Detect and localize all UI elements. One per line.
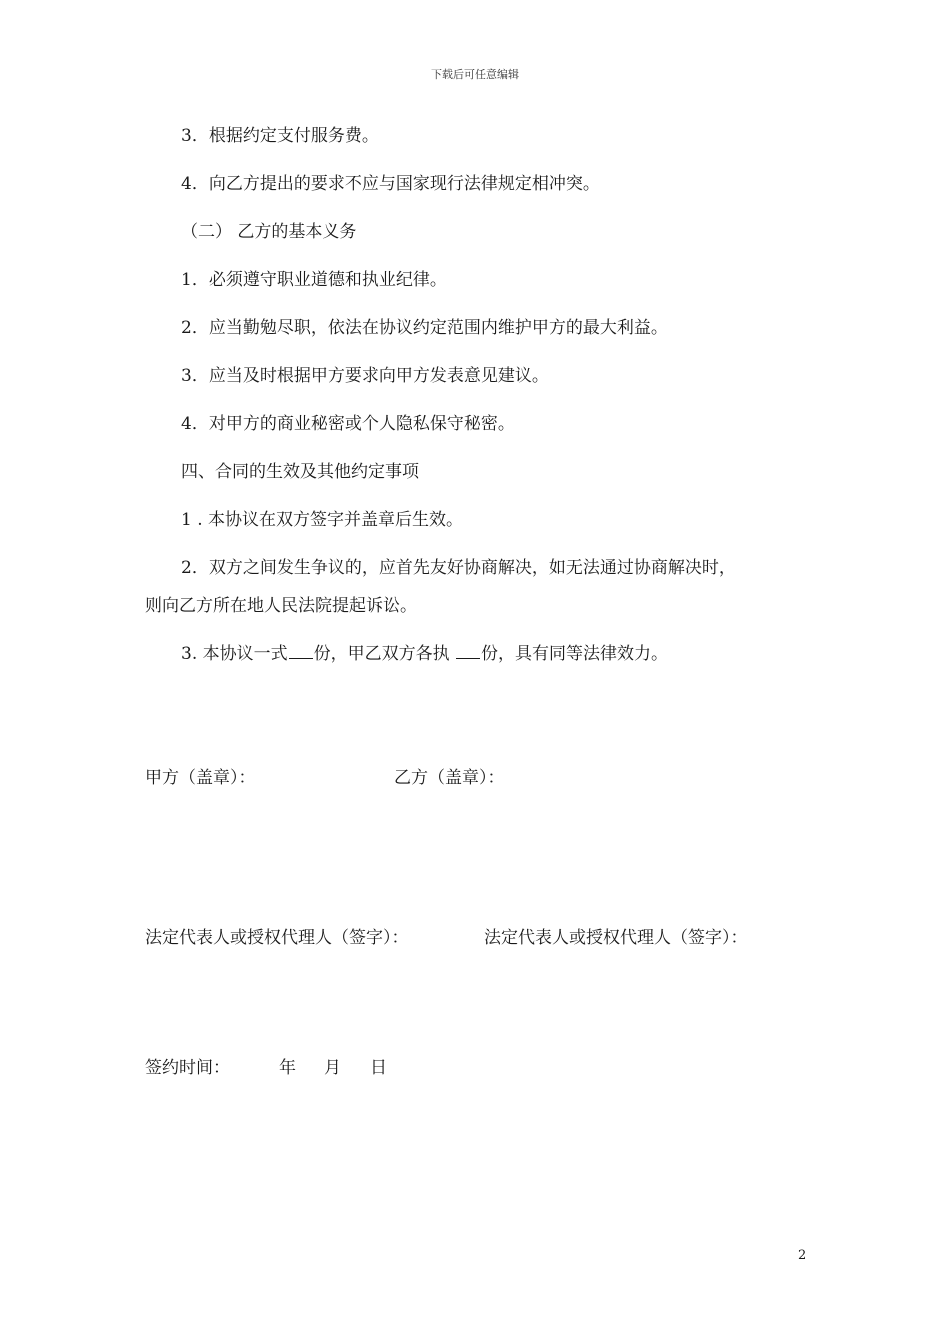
clause-4-1: 1 . 本协议在双方签字并盖章后生效。 [181, 510, 464, 530]
clause-b1: 1．必须遵守职业道德和执业纪律。 [181, 270, 447, 290]
clause-4-3 [181, 642, 668, 666]
clause-a4: 4．向乙方提出的要求不应与国家现行法律规定相冲突。 [181, 174, 600, 194]
copies-each-blank [456, 642, 480, 659]
copies-total-blank [289, 642, 313, 659]
sign-date-month: 月 [324, 1058, 341, 1078]
clause-a3: 3．根据约定支付服务费。 [181, 126, 379, 146]
party-a-rep-label: 法定代表人或授权代理人（签字）： [145, 928, 409, 948]
clause-b4: 4．对甲方的商业秘密或个人隐私保守秘密。 [181, 414, 515, 434]
sign-date-year: 年 [279, 1058, 296, 1078]
section-b-title: （二） 乙方的基本义务 [181, 222, 357, 242]
page-number: 2 [798, 1248, 807, 1263]
clause-b2: 2．应当勤勉尽职，依法在协议约定范围内维护甲方的最大利益。 [181, 318, 668, 338]
clause-b3: 3．应当及时根据甲方要求向甲方发表意见建议。 [181, 366, 549, 386]
sign-date-day: 日 [370, 1058, 387, 1078]
party-b-rep-label: 法定代表人或授权代理人（签字）： [484, 928, 748, 948]
party-b-seal-label: 乙方（盖章）： [394, 768, 505, 788]
clause-4-3-part1: 3. 本协议一式 [181, 644, 288, 664]
clause-4-2-line1: 2．双方之间发生争议的，应首先友好协商解决，如无法通过协商解决时， [181, 558, 736, 578]
sign-date-label: 签约时间： [145, 1058, 230, 1078]
clause-4-3-part3: 份，具有同等法律效力。 [481, 644, 669, 664]
header-note: 下载后可任意编辑 [431, 68, 519, 81]
party-a-seal-label: 甲方（盖章）： [145, 768, 256, 788]
section-4-title: 四、合同的生效及其他约定事项 [181, 462, 419, 482]
clause-4-2-line2: 则向乙方所在地人民法院提起诉讼。 [145, 596, 417, 616]
clause-4-3-part2: 份，甲乙双方各执 [313, 644, 456, 664]
